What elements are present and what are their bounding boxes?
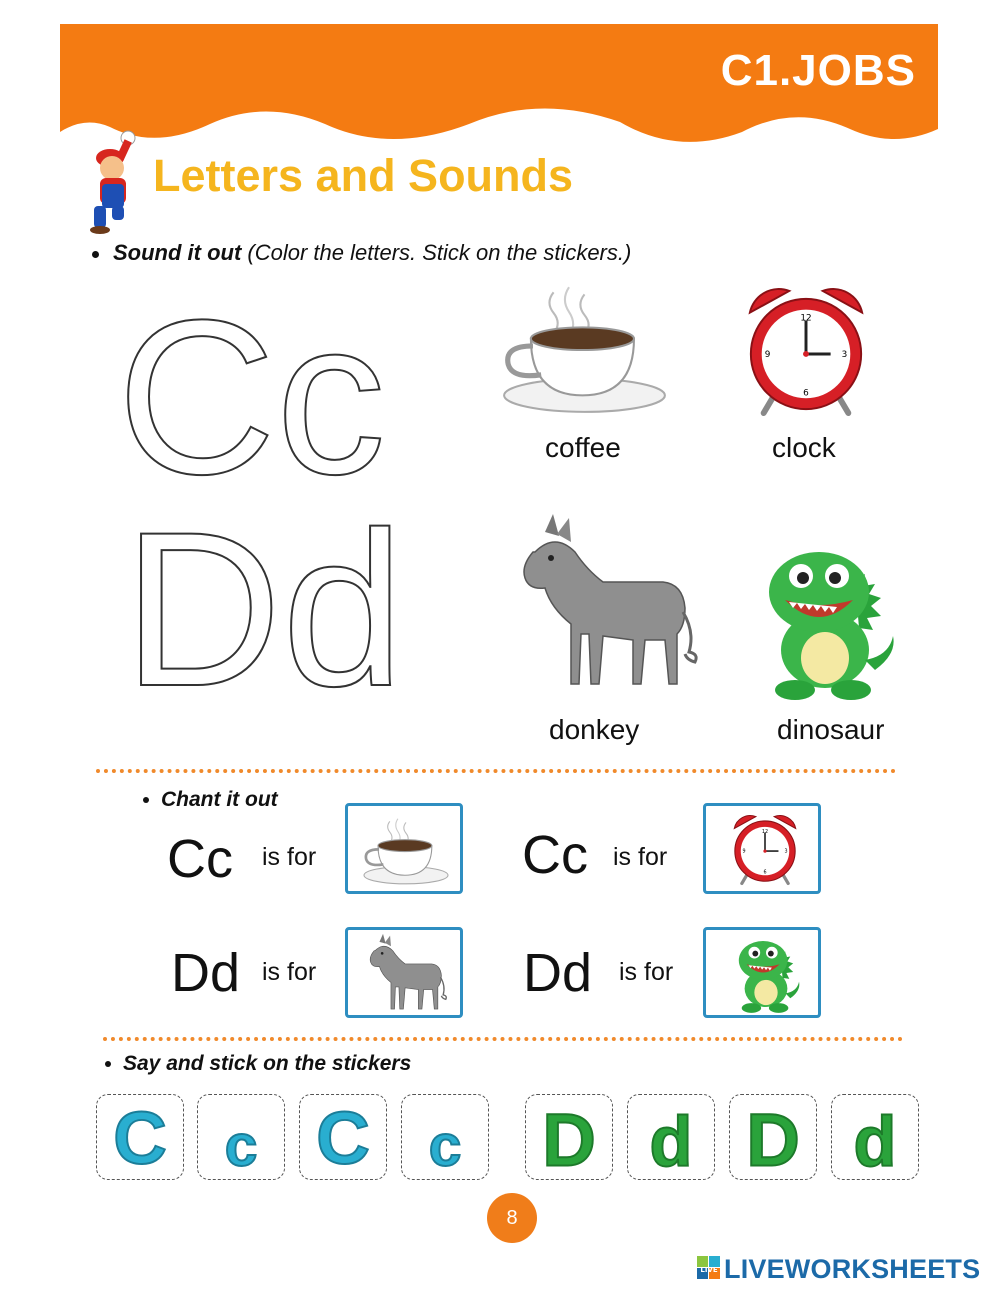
sticker-letter-icon <box>628 1095 714 1179</box>
outline-letter-cc: Cc <box>117 295 386 495</box>
sticker-slot[interactable] <box>299 1094 387 1180</box>
say-and-stick-instruction <box>105 1052 411 1076</box>
coffee-caption: coffee <box>545 432 621 463</box>
svg-text:C: C <box>316 1096 370 1179</box>
sticker-letter-icon <box>832 1095 918 1179</box>
dinosaur-picture <box>755 540 895 700</box>
chant-label: Chant it out <box>161 788 278 811</box>
chant-letter: Cc <box>167 829 233 889</box>
outline-letters-dd[interactable] <box>115 505 435 705</box>
dotted-divider <box>103 1037 903 1041</box>
chant-picture-box-dinosaur[interactable] <box>703 927 821 1018</box>
page-number: 8 <box>487 1193 537 1243</box>
sticker-letter-icon <box>198 1095 284 1179</box>
sticker-slot[interactable] <box>525 1094 613 1180</box>
svg-text:d: d <box>853 1101 897 1179</box>
instruction-rest: (Color the letters. Stick on the stickers.) <box>247 240 632 265</box>
say-and-stick-label: Say and stick on the stickers <box>123 1052 412 1075</box>
svg-text:c: c <box>428 1113 462 1179</box>
bullet-icon <box>143 797 149 803</box>
instruction-bold: Sound it out <box>113 240 242 265</box>
outline-letters-cc[interactable] <box>115 295 435 495</box>
chant-instruction <box>143 788 278 812</box>
sticker-letter-icon <box>97 1095 183 1179</box>
sticker-slot[interactable] <box>401 1094 489 1180</box>
chant-letter: Dd <box>171 943 241 1003</box>
dinosaur-picture <box>732 934 800 1014</box>
donkey-picture <box>505 512 705 702</box>
sticker-letter-icon <box>526 1095 612 1179</box>
clock-caption: clock <box>772 432 836 463</box>
clock-picture <box>730 810 800 890</box>
donkey-caption: donkey <box>549 714 640 745</box>
chant-is-for: is for <box>262 958 317 986</box>
liveworksheets-logo-icon <box>697 1256 721 1280</box>
chant-picture-box-donkey[interactable] <box>345 927 463 1018</box>
chant-is-for: is for <box>613 843 668 871</box>
svg-text:D: D <box>542 1098 596 1179</box>
dinosaur-caption: dinosaur <box>777 714 885 745</box>
sticker-slot[interactable] <box>831 1094 919 1180</box>
svg-text:C: C <box>113 1096 167 1179</box>
clock-picture <box>742 282 870 422</box>
coffee-picture <box>502 282 667 416</box>
dotted-divider <box>96 769 896 773</box>
svg-text:D: D <box>746 1098 800 1179</box>
sticker-slot[interactable] <box>197 1094 285 1180</box>
sticker-letter-icon <box>730 1095 816 1179</box>
svg-text:LIVE: LIVE <box>700 1266 718 1274</box>
sound-it-out-instruction <box>92 240 631 266</box>
liveworksheets-logo-text: LIVEWORKSHEETS <box>724 1254 981 1284</box>
svg-text:d: d <box>649 1101 693 1179</box>
brand-label: C1.JOBS <box>720 46 916 95</box>
svg-text:c: c <box>224 1113 258 1179</box>
sticker-letter-icon <box>402 1095 488 1179</box>
coffee-picture <box>362 816 450 886</box>
sticker-letter-icon <box>300 1095 386 1179</box>
sticker-slot[interactable] <box>627 1094 715 1180</box>
donkey-picture <box>360 933 452 1017</box>
chant-picture-box-clock[interactable] <box>703 803 821 894</box>
sticker-slot[interactable] <box>729 1094 817 1180</box>
page-title: Letters and Sounds <box>153 150 574 201</box>
outline-letter-dd: Dd <box>123 505 405 705</box>
mascot-icon <box>90 130 146 234</box>
sticker-slot[interactable] <box>96 1094 184 1180</box>
bullet-icon <box>105 1061 111 1067</box>
chant-letter: Cc <box>522 825 588 885</box>
chant-letter: Dd <box>523 943 593 1003</box>
bullet-icon <box>92 251 99 258</box>
chant-picture-box-coffee[interactable] <box>345 803 463 894</box>
chant-is-for: is for <box>262 843 317 871</box>
chant-is-for: is for <box>619 958 674 986</box>
